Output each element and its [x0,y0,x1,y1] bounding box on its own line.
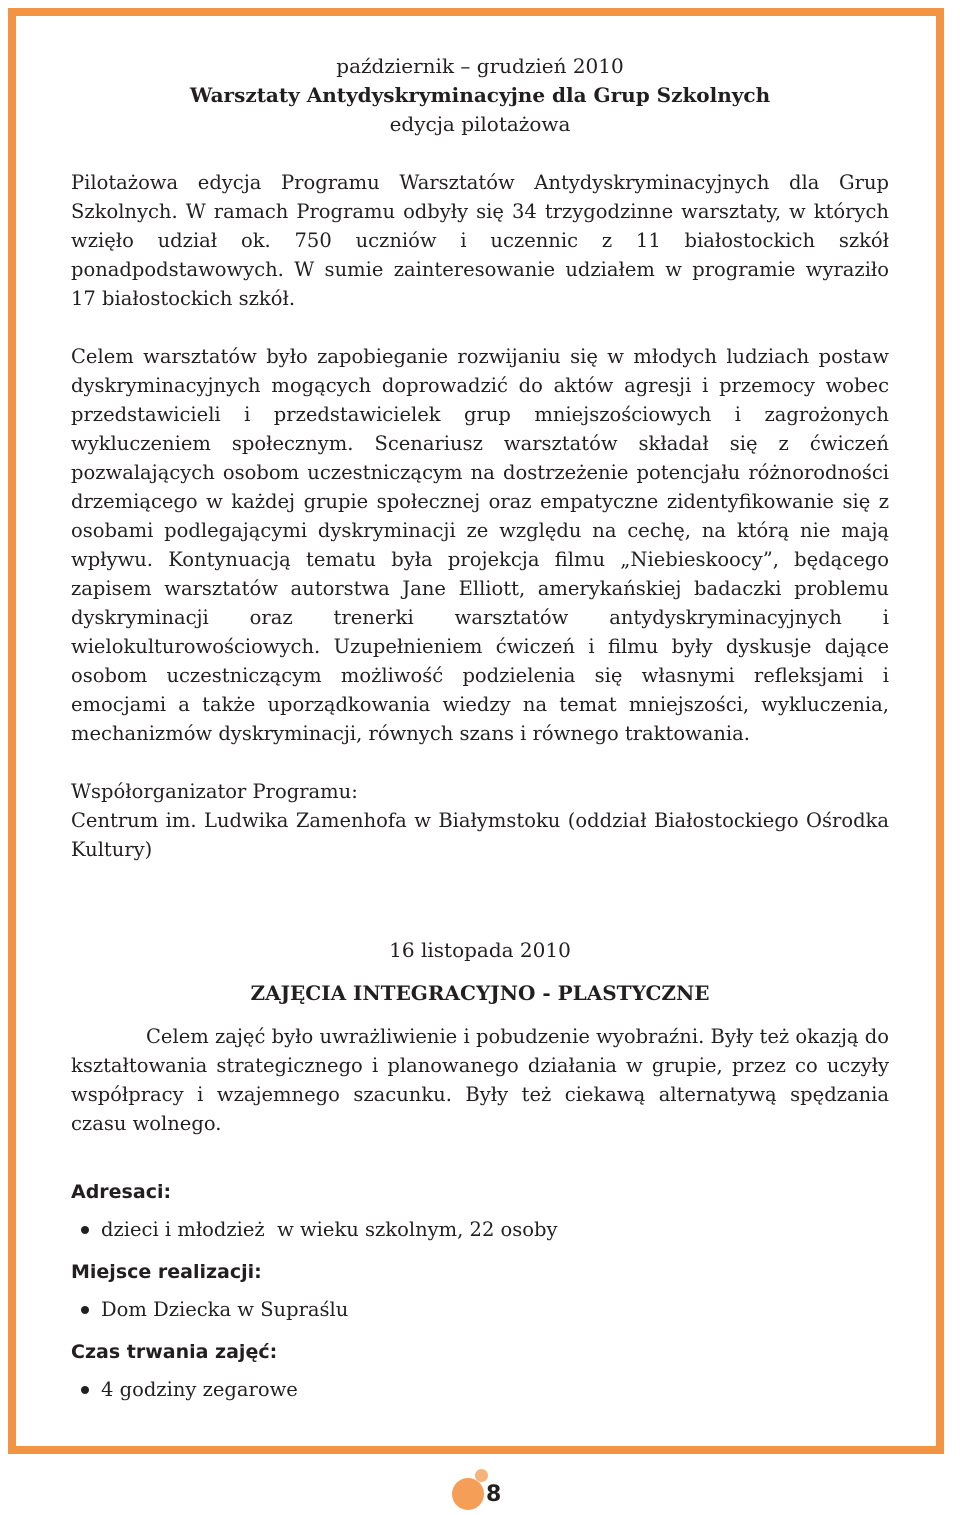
decorative-small-circle-icon [475,1469,488,1482]
place-value: Dom Dziecka w Supraślu [101,1298,349,1321]
place-label: Miejsce realizacji: [71,1261,262,1283]
bullet-icon [81,1386,89,1394]
section2-title: ZAJĘCIA INTEGRACYJNO - PLASTYCZNE [250,981,710,1005]
bullet-icon [81,1306,89,1314]
coorganizer-value: Centrum im. Ludwika Zamenhofa w Białymstoku (oddział Białostockiego Ośrodka Kultury) [71,809,889,861]
addressees-item [81,1215,889,1244]
section1-dates: październik – grudzień 2010 [336,54,624,78]
duration-item [81,1375,889,1404]
bullet-icon [81,1226,89,1234]
duration-label: Czas trwania zajęć: [71,1341,278,1363]
section2-date: 16 listopada 2010 [389,938,571,962]
section1-paragraph-1: Pilotażowa edycja Programu Warsztatów Antydyskryminacyjnych dla Grup Szkolnych. W ramach Programu odbyły się 34 trzygodzinne warsztaty, w których wzięło udział ok. 750 uczniów i uczennic z 11 białostockich szkół ponadpodstawowych. W sumie zainteresowanie udziałem w programie wyraziło 17 białostockich szkół. [71,171,889,310]
section1-title: Warsztaty Antydyskryminacyjne dla Grup Szkolnych [189,83,771,107]
page-content [71,52,889,1418]
section2-paragraph: Celem zajęć było uwrażliwienie i pobudzenie wyobraźni. Były też okazją do kształtowania strategicznego i planowanego działania w grupie, przez co uczyły współpracy i wzajemnego szacunku. Były też ciekawą alternatywą spędzania czasu wolnego. [71,1025,889,1135]
page-number: 8 [486,1482,502,1507]
duration-value: 4 godziny zegarowe [101,1378,298,1401]
addressees-label: Adresaci: [71,1181,172,1203]
place-item [81,1295,889,1324]
addressees-value: dzieci i młodzież w wieku szkolnym, 22 osoby [101,1218,558,1241]
decorative-circle-icon [452,1478,484,1510]
section1-paragraph-2: Celem warsztatów było zapobieganie rozwijaniu się w młodych ludziach postaw dyskryminacyjnych mogących doprowadzić do aktów agresji i przemocy wobec przedstawicieli i przedstawicielek grup mniejszościowych i zagrożonych wykluczeniem społecznym. Scenariusz warsztatów składał się z ćwiczeń pozwalających osobom uczestniczącym na dostrzeżenie potencjału różnorodności drzemiącego w każdej grupie społecznej oraz empatyczne zidentyfikowanie się z osobami podlegającymi dyskryminacji ze względu na cechę, na którą nie mają wpływu. Kontynuacją tematu była projekcja filmu „Niebieskoocy”, będącego zapisem warsztatów autorstwa Jane Elliott, amerykańskiej badaczki problemu dyskryminacji oraz trenerki warsztatów antydyskryminacyjnych i wielokulturowościowych. Uzupełnieniem ćwiczeń i filmu były dyskusje dające osobom uczestniczącym możliwość podzielenia się własnymi refleksjami i emocjami a także uporządkowania wiedzy na temat mniejszości, wykluczenia, mechanizmów dyskryminacji, równych szans i równego traktowania. [71,345,889,745]
page-footer [450,1468,520,1512]
coorganizer-label: Współorganizator Programu: [71,780,358,803]
section1-header [71,52,889,139]
section1-edition: edycja pilotażowa [389,112,571,136]
